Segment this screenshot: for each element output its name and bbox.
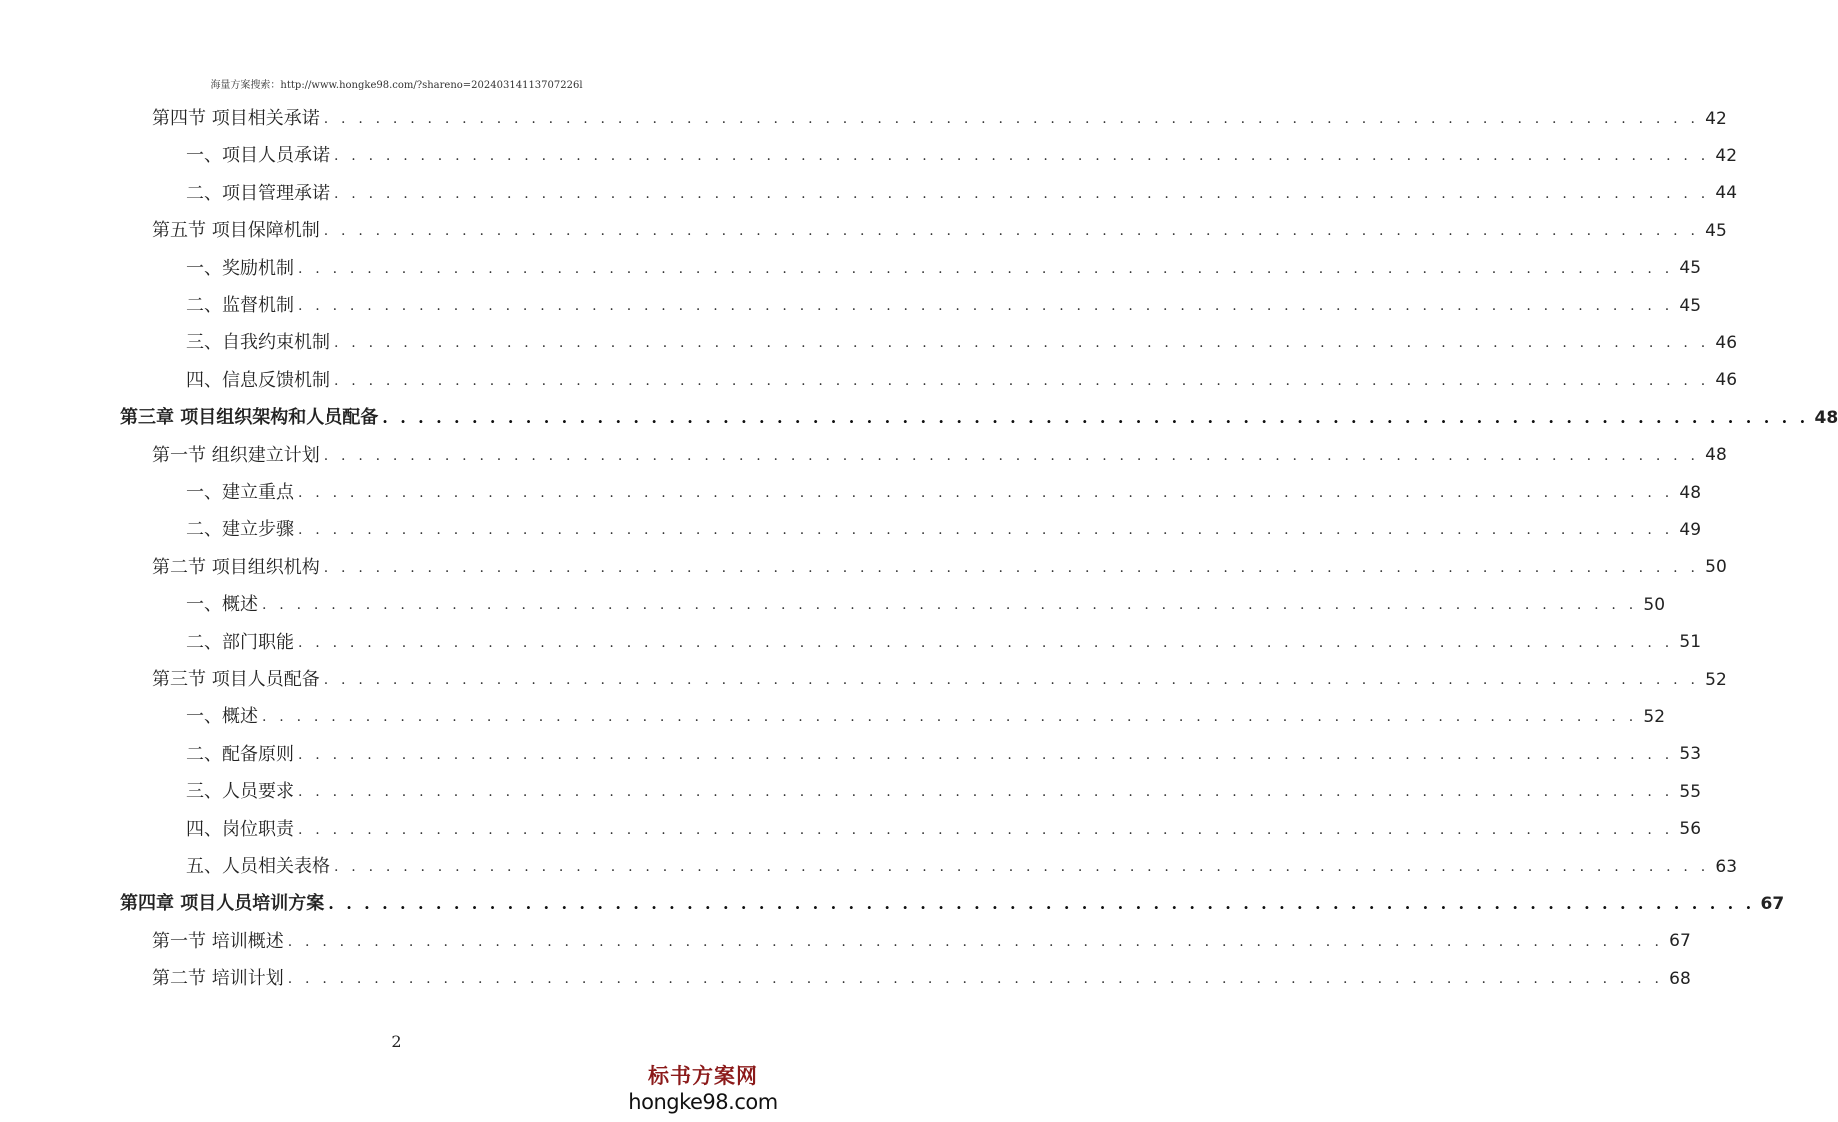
toc-dot-leader: . . . . . . . . . . . . . . . . . . . . . . . . . . . . . . . . . . . . . . . . . . . . . . . . . . . . . . . . . . . . . . . . . . . . . . . . . . . . . . . . — [334, 185, 1710, 202]
toc-entry — [186, 740, 1702, 770]
toc-entry-page: 48 — [1705, 445, 1727, 466]
toc-entry — [186, 852, 1738, 882]
toc-entry — [186, 815, 1702, 845]
toc-entry — [186, 702, 1666, 732]
toc-entry-title: 一、建立重点 — [186, 482, 294, 503]
toc-entry-page: 67 — [1760, 893, 1785, 914]
toc-entry-page: 52 — [1643, 706, 1666, 727]
toc-entry-title: 一、奖励机制 — [186, 257, 294, 279]
toc-entry — [186, 291, 1702, 321]
toc-entry-title: 四、信息反馈机制 — [186, 369, 330, 391]
toc-dot-leader: . . . . . . . . . . . . . . . . . . . . . . . . . . . . . . . . . . . . . . . . . . . . . . . . . . . . . . . . . . . . . . . . . . . . . . . . . . . . . . . . — [323, 447, 1700, 464]
toc-entry-title: 四、岗位职责 — [186, 818, 294, 840]
toc-entry — [186, 254, 1702, 284]
toc-entry-title: 一、概述 — [186, 594, 258, 616]
watermark-url-text: hongke98.com — [628, 1090, 778, 1114]
toc-dot-leader: . . . . . . . . . . . . . . . . . . . . . . . . . . . . . . . . . . . . . . . . . . . . . . . . . . . . . . . . . . . . . . . . . . . . . . . . . . . . . . . . — [323, 223, 1700, 240]
toc-dot-leader: . . . . . . . . . . . . . . . . . . . . . . . . . . . . . . . . . . . . . . . . . . . . . . . . . . . . . . . . . . . . . . . . . . . . . . . . . . . . . . . . — [298, 746, 1674, 763]
toc-entry — [152, 441, 1727, 471]
toc-entry — [186, 328, 1738, 358]
toc-entry-page: 44 — [1715, 183, 1738, 204]
toc-dot-leader: . . . . . . . . . . . . . . . . . . . . . . . . . . . . . . . . . . . . . . . . . . . . . . . . . . . . . . . . . . . . . . . . . . . . . . . . . . . . . . . . — [323, 672, 1700, 688]
toc-entry — [120, 889, 1785, 919]
toc-entry-page: 51 — [1679, 632, 1702, 653]
toc-dot-leader: . . . . . . . . . . . . . . . . . . . . . . . . . . . . . . . . . . . . . . . . . . . . . . . . . . . . . . . . . . . . . . . . . . . . . . . . . . . . . . . . — [323, 559, 1700, 576]
toc-entry-page: 48 — [1814, 407, 1838, 428]
toc-dot-leader: . . . . . . . . . . . . . . . . . . . . . . . . . . . . . . . . . . . . . . . . . . . . . . . . . . . . . . . . . . . . . . . . . . . . . . . . . . . . . . . . — [382, 408, 1809, 428]
toc-entry-page: 45 — [1679, 258, 1702, 279]
toc-entry-page: 50 — [1705, 557, 1727, 578]
toc-entry-page: 45 — [1705, 220, 1727, 241]
toc-entry — [186, 179, 1738, 209]
toc-entry-page: 56 — [1679, 819, 1702, 840]
toc-entry-title: 三、自我约束机制 — [186, 332, 330, 354]
toc-entry — [186, 515, 1702, 545]
toc-entry — [186, 777, 1702, 807]
page-number: 2 — [391, 1032, 402, 1051]
toc-entry — [152, 927, 1691, 957]
toc-entry-page: 67 — [1669, 931, 1691, 952]
toc-dot-leader: . . . . . . . . . . . . . . . . . . . . . . . . . . . . . . . . . . . . . . . . . . . . . . . . . . . . . . . . . . . . . . . . . . . . . . . . . . . . . . . . — [298, 634, 1674, 651]
toc-entry — [152, 964, 1691, 994]
toc-entry-page: 46 — [1715, 332, 1738, 353]
toc-entry — [152, 665, 1727, 695]
toc-entry-title: 第三章 项目组织架构和人员配备 — [120, 407, 379, 429]
toc-dot-leader: . . . . . . . . . . . . . . . . . . . . . . . . . . . . . . . . . . . . . . . . . . . . . . . . . . . . . . . . . . . . . . . . . . . . . . . . . . . . . . . . — [262, 597, 1638, 614]
toc-entry — [186, 141, 1738, 171]
toc-entry-page: 52 — [1705, 669, 1727, 690]
toc-entry-page: 46 — [1715, 370, 1738, 391]
watermark-logo — [623, 1060, 783, 1114]
toc-dot-leader: . . . . . . . . . . . . . . . . . . . . . . . . . . . . . . . . . . . . . . . . . . . . . . . . . . . . . . . . . . . . . . . . . . . . . . . . . . . . . . . . — [298, 522, 1674, 539]
toc-entry-page: 48 — [1679, 482, 1702, 503]
toc-entry-page: 42 — [1715, 145, 1738, 166]
toc-dot-leader: . . . . . . . . . . . . . . . . . . . . . . . . . . . . . . . . . . . . . . . . . . . . . . . . . . . . . . . . . . . . . . . . . . . . . . . . . . . . . . . . — [334, 335, 1710, 352]
toc-entry-title: 三、人员要求 — [186, 781, 294, 803]
toc-entry-title: 第二节 项目组织机构 — [152, 556, 320, 578]
toc-dot-leader: . . . . . . . . . . . . . . . . . . . . . . . . . . . . . . . . . . . . . . . . . . . . . . . . . . . . . . . . . . . . . . . . . . . . . . . . . . . . . . . . — [323, 111, 1700, 127]
toc-entry-title: 二、部门职能 — [186, 631, 294, 653]
toc-entry — [186, 590, 1666, 620]
toc-dot-leader: . . . . . . . . . . . . . . . . . . . . . . . . . . . . . . . . . . . . . . . . . . . . . . . . . . . . . . . . . . . . . . . . . . . . . . . . . . . . . . . . — [334, 859, 1710, 875]
toc-dot-leader: . . . . . . . . . . . . . . . . . . . . . . . . . . . . . . . . . . . . . . . . . . . . . . . . . . . . . . . . . . . . . . . . . . . . . . . . . . . . . . . . — [262, 709, 1638, 726]
toc-entry — [152, 104, 1727, 134]
toc-entry — [152, 216, 1727, 246]
toc-entry — [152, 553, 1727, 583]
toc-entry — [186, 628, 1702, 658]
toc-entry-title: 第四章 项目人员培训方案 — [120, 893, 325, 915]
toc-dot-leader: . . . . . . . . . . . . . . . . . . . . . . . . . . . . . . . . . . . . . . . . . . . . . . . . . . . . . . . . . . . . . . . . . . . . . . . . . . . . . . . . — [298, 821, 1674, 838]
toc-dot-leader: . . . . . . . . . . . . . . . . . . . . . . . . . . . . . . . . . . . . . . . . . . . . . . . . . . . . . . . . . . . . . . . . . . . . . . . . . . . . . . . . — [298, 260, 1674, 277]
toc-dot-leader: . . . . . . . . . . . . . . . . . . . . . . . . . . . . . . . . . . . . . . . . . . . . . . . . . . . . . . . . . . . . . . . . . . . . . . . . . . . . . . . . — [298, 784, 1674, 801]
toc-entry-title: 二、项目管理承诺 — [186, 182, 330, 204]
toc-entry — [186, 478, 1702, 508]
toc-entry — [186, 366, 1738, 396]
toc-entry-page: 45 — [1679, 295, 1702, 316]
toc-dot-leader: . . . . . . . . . . . . . . . . . . . . . . . . . . . . . . . . . . . . . . . . . . . . . . . . . . . . . . . . . . . . . . . . . . . . . . . . . . . . . . . . — [287, 971, 1664, 988]
toc-entry-title: 第三节 项目人员配备 — [152, 669, 320, 690]
toc-dot-leader: . . . . . . . . . . . . . . . . . . . . . . . . . . . . . . . . . . . . . . . . . . . . . . . . . . . . . . . . . . . . . . . . . . . . . . . . . . . . . . . . — [298, 298, 1674, 314]
toc-entry-title: 二、配备原则 — [186, 743, 294, 765]
toc-dot-leader: . . . . . . . . . . . . . . . . . . . . . . . . . . . . . . . . . . . . . . . . . . . . . . . . . . . . . . . . . . . . . . . . . . . . . . . . . . . . . . . . — [334, 372, 1710, 389]
toc-entry-title: 第一节 组织建立计划 — [152, 444, 320, 466]
toc-entry-title: 第五节 项目保障机制 — [152, 220, 320, 242]
toc-entry-page: 42 — [1705, 108, 1727, 129]
toc-dot-leader: . . . . . . . . . . . . . . . . . . . . . . . . . . . . . . . . . . . . . . . . . . . . . . . . . . . . . . . . . . . . . . . . . . . . . . . . . . . . . . . . — [328, 894, 1755, 914]
toc-entry-title: 一、项目人员承诺 — [186, 145, 330, 167]
toc-entry-page: 49 — [1679, 519, 1702, 540]
toc-entry-page: 63 — [1715, 856, 1738, 877]
toc-entry-title: 二、监督机制 — [186, 295, 294, 316]
header-search-note: 海量方案搜索：http://www.hongke98.com/?shareno=20240314113707226l — [210, 80, 583, 91]
toc-entry — [120, 403, 1838, 433]
toc-entry-page: 50 — [1643, 594, 1666, 615]
toc-entry-title: 第四节 项目相关承诺 — [152, 108, 320, 129]
toc-entry-title: 五、人员相关表格 — [186, 856, 330, 877]
watermark-cn-text: 标书方案网 — [648, 1063, 758, 1088]
toc-entry-title: 第一节 培训概述 — [152, 930, 284, 952]
toc-entry-title: 第二节 培训计划 — [152, 968, 284, 990]
toc-entry-title: 二、建立步骤 — [186, 519, 294, 541]
toc-entry-title: 一、概述 — [186, 706, 258, 728]
toc-entry-page: 53 — [1679, 744, 1702, 765]
toc-entry-page: 68 — [1669, 968, 1691, 989]
toc-entry-page: 55 — [1679, 781, 1702, 802]
toc-dot-leader: . . . . . . . . . . . . . . . . . . . . . . . . . . . . . . . . . . . . . . . . . . . . . . . . . . . . . . . . . . . . . . . . . . . . . . . . . . . . . . . . — [334, 148, 1710, 165]
toc-dot-leader: . . . . . . . . . . . . . . . . . . . . . . . . . . . . . . . . . . . . . . . . . . . . . . . . . . . . . . . . . . . . . . . . . . . . . . . . . . . . . . . . — [298, 485, 1674, 501]
toc-dot-leader: . . . . . . . . . . . . . . . . . . . . . . . . . . . . . . . . . . . . . . . . . . . . . . . . . . . . . . . . . . . . . . . . . . . . . . . . . . . . . . . . — [287, 933, 1664, 950]
